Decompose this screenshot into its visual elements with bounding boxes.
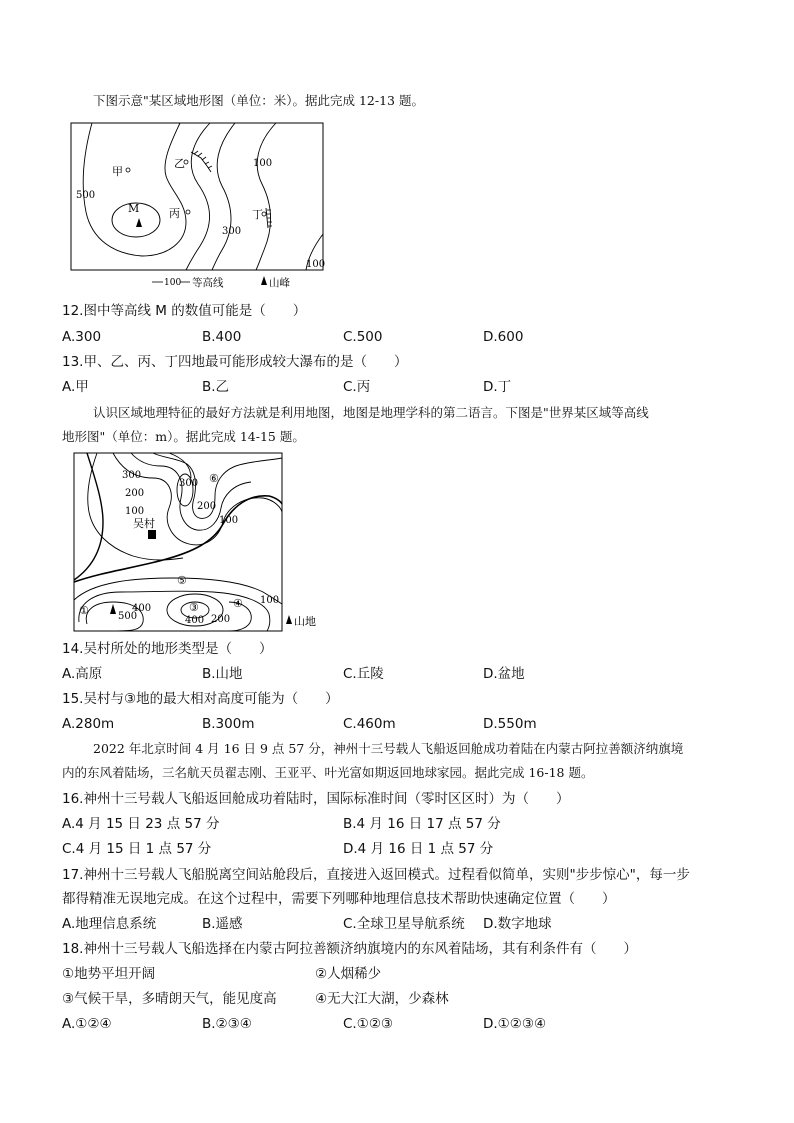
contour-m-label: M: [128, 202, 140, 215]
intro-16-18-line2: 内的东风着陆场，三名航天员翟志刚、王亚平、叶光富如期返回地球家园。据此完成 16-18 题。: [62, 765, 594, 780]
point-4-label: ④: [233, 597, 243, 610]
q12-option-b[interactable]: B.400: [202, 329, 242, 345]
contour-100-label-c: 100: [260, 595, 280, 606]
q12-option-c[interactable]: C.500: [343, 329, 383, 345]
legend-mountain: 山地: [294, 615, 316, 628]
q18-option-c[interactable]: C.①②③: [343, 1016, 394, 1032]
q13-option-a[interactable]: A.甲: [62, 379, 89, 395]
q12-option-d[interactable]: D.600: [483, 329, 524, 345]
q15-option-a[interactable]: A.280m: [62, 716, 115, 732]
point-bing: 丙: [169, 207, 180, 220]
q15-option-c[interactable]: C.460m: [343, 716, 396, 732]
contour-100-label-b: 100: [306, 259, 326, 270]
q13-option-b[interactable]: B.乙: [202, 379, 230, 395]
q14-option-a[interactable]: A.高原: [62, 666, 103, 682]
contour-200-label-b: 200: [197, 501, 217, 512]
village-label: 吴村: [133, 517, 155, 530]
point-5-label: ⑤: [177, 574, 187, 587]
q16-option-c[interactable]: C.4 月 15 日 1 点 57 分: [62, 841, 212, 857]
question-12: 12.图中等高线 M 的数值可能是（ ）: [62, 303, 307, 319]
contour-100-label-a: 100: [253, 158, 273, 169]
point-1-label: ①: [79, 604, 89, 617]
q16-option-b[interactable]: B.4 月 16 日 17 点 57 分: [343, 816, 501, 832]
intro-14-15-line2: 地形图"（单位：m）。据此完成 14-15 题。: [62, 429, 305, 444]
contour-300-label-a: 300: [122, 470, 142, 481]
question-13: 13.甲、乙、丙、丁四地最可能形成较大瀑布的是（ ）: [62, 354, 408, 370]
question-15: 15.吴村与③地的最大相对高度可能为（ ）: [62, 691, 339, 707]
q17-option-c[interactable]: C.全球卫星导航系统: [343, 916, 465, 932]
q18-option-a[interactable]: A.①②④: [62, 1016, 112, 1032]
point-yi: 乙: [174, 157, 185, 170]
intro-14-15-line1: 认识区域地理特征的最好方法就是利用地图，地图是地理学科的第二语言。下图是"世界某区域等高线: [93, 405, 649, 420]
contour-200-label-a: 200: [125, 488, 145, 499]
q18-condition-4: ④无大江大湖，少森林: [315, 991, 449, 1007]
point-3-label: ③: [189, 601, 199, 614]
topographic-map-2: [73, 452, 333, 634]
intro-16-18-line1: 2022 年北京时间 4 月 16 日 9 点 57 分，神州十三号载人飞船返回舱成功着陆在内蒙古阿拉善额济纳旗境: [93, 741, 684, 756]
q15-option-b[interactable]: B.300m: [202, 716, 255, 732]
q16-option-d[interactable]: D.4 月 16 日 1 点 57 分: [343, 841, 494, 857]
point-jia: 甲: [112, 165, 123, 178]
q17-option-b[interactable]: B.遥感: [202, 916, 243, 932]
legend-mountain-icon: [286, 615, 292, 624]
legend-contour: 等高线: [192, 277, 224, 289]
q14-option-b[interactable]: B.山地: [202, 666, 243, 682]
question-17-line2: 都得精准无误地完成。在这个过程中，需要下列哪种地理信息技术帮助快速确定位置（ ）: [62, 891, 616, 907]
q17-option-d[interactable]: D.数字地球: [483, 916, 552, 932]
contour-300-label: 300: [222, 226, 242, 237]
q18-option-b[interactable]: B.②③④: [202, 1016, 252, 1032]
q13-option-c[interactable]: C.丙: [343, 379, 371, 395]
q15-option-d[interactable]: D.550m: [483, 716, 537, 732]
question-14: 14.吴村所处的地形类型是（ ）: [62, 641, 273, 657]
contour-400-label-b: 400: [185, 615, 205, 626]
contour-500-label: 500: [118, 611, 138, 622]
question-16: 16.神州十三号载人飞船返回舱成功着陆时，国际标准时间（零时区区时）为（ ）: [62, 791, 570, 807]
q14-option-d[interactable]: D.盆地: [483, 666, 525, 682]
q18-option-d[interactable]: D.①②③④: [483, 1016, 547, 1032]
q13-option-d[interactable]: D.丁: [483, 379, 512, 395]
contour-400-label-a: 400: [132, 603, 152, 614]
intro-12-13: 下图示意"某区域地形图（单位：米）。据此完成 12-13 题。: [93, 93, 424, 108]
topographic-map-1: [70, 122, 330, 290]
contour-500-label: 500: [76, 190, 96, 201]
point-ding: 丁: [252, 208, 263, 221]
legend-peak-icon: [261, 276, 267, 285]
q18-condition-2: ②人烟稀少: [315, 966, 382, 982]
contour-300-label-b: 300: [179, 478, 199, 489]
contour-200-label-c: 200: [211, 614, 231, 625]
legend-peak: 山峰: [269, 277, 290, 289]
q16-option-a[interactable]: A.4 月 15 日 23 点 57 分: [62, 816, 220, 832]
point-6-label: ⑥: [209, 472, 219, 485]
q14-option-c[interactable]: C.丘陵: [343, 666, 384, 682]
q12-option-a[interactable]: A.300: [62, 329, 102, 345]
q18-condition-3: ③气候干旱，多晴朗天气，能见度高: [62, 991, 277, 1007]
contour-100-label-b: 100: [219, 515, 239, 526]
contour-100-label-a: 100: [125, 506, 145, 517]
question-17-line1: 17.神州十三号载人飞船脱离空间站舱段后，直接进入返回模式。过程看似简单，实则"步步惊心"，每一步: [62, 867, 690, 883]
q17-option-a[interactable]: A.地理信息系统: [62, 916, 157, 932]
question-18: 18.神州十三号载人飞船选择在内蒙古阿拉善额济纳旗境内的东风着陆场，其有利条件有（ ）: [62, 941, 637, 957]
q18-condition-1: ①地势平坦开阔: [62, 966, 156, 982]
legend-contour-sample: 100: [164, 278, 182, 288]
